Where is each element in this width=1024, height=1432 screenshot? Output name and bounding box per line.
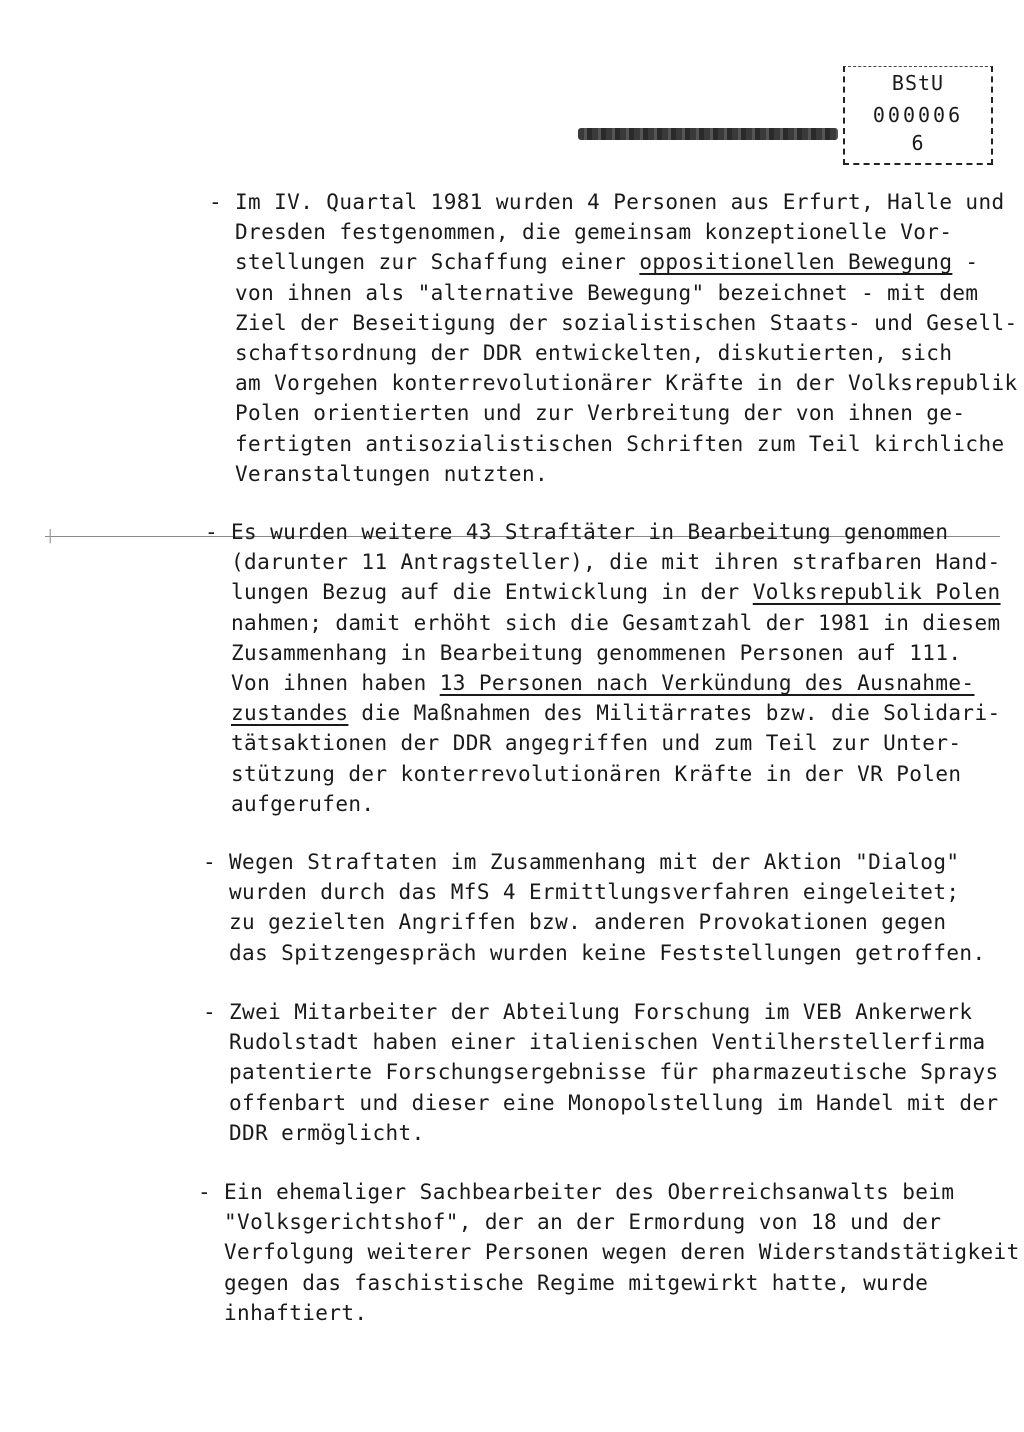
stamp-agency: BStU (891, 71, 945, 95)
bullet-dash: - (203, 1000, 217, 1024)
text-line: offenbart und dieser eine Monopolstellung im Handel mit der (229, 1090, 999, 1115)
text-line: zustandes die Maßnahmen des Militärrates bzw. die Solidari- (231, 701, 1001, 726)
underlined-phrase: 13 Personen nach Verkündung des Ausnahme- (439, 671, 975, 696)
scan-mark: | (46, 528, 55, 544)
text-line: stellungen zur Schaffung einer oppositionellen Bewegung - (235, 250, 979, 275)
text-line: aufgerufen. (231, 791, 375, 816)
bullet-dash: - (205, 520, 219, 544)
text-line: Von ihnen haben 13 Personen nach Verkündung des Ausnahme- (231, 671, 975, 696)
list-item (209, 187, 1018, 489)
text-line: Zwei Mitarbeiter der Abteilung Forschung im VEB Ankerwerk (229, 1000, 973, 1024)
stamp-number: 000006 (872, 103, 964, 127)
text-line: gegen das faschistische Regime mitgewirkt hatte, wurde (224, 1270, 929, 1295)
text-line: lungen Bezug auf die Entwicklung in der Volksrepublik Polen (231, 580, 1001, 605)
text-line: zu gezielten Angriffen bzw. anderen Provokationen gegen (229, 910, 947, 935)
text-line: Veranstaltungen nutzten. (235, 461, 549, 486)
text-line: stützung der konterrevolutionären Kräfte in der VR Polen (231, 761, 962, 786)
text-line: "Volksgerichtshof", der an der Ermordung von 18 und der (224, 1210, 942, 1235)
list-item (205, 517, 1001, 819)
redacted-reference (578, 128, 838, 140)
text-line: wurden durch das MfS 4 Ermittlungsverfahren eingeleitet; (229, 880, 960, 905)
text-line: tätsaktionen der DDR angegriffen und zum Teil zur Unter- (231, 731, 962, 756)
bullet-dash: - (198, 1180, 212, 1204)
underlined-phrase: oppositionellen Bewegung (639, 250, 953, 275)
text-line: Dresden festgenommen, die gemeinsam konzeptionelle Vor- (235, 220, 953, 245)
text-line: Zusammenhang in Bearbeitung genommenen Personen auf 111. (231, 640, 962, 665)
text-line: (darunter 11 Antragsteller), die mit ihren strafbaren Hand- (231, 550, 1001, 575)
page-number: 6 (911, 131, 925, 155)
underlined-phrase: zustandes (231, 701, 349, 726)
text-line: das Spitzengespräch wurden keine Feststellungen getroffen. (229, 940, 986, 965)
text-line: Es wurden weitere 43 Straftäter in Bearbeitung genommen (231, 520, 949, 544)
text-line: fertigten antisozialistischen Schriften zum Teil kirchliche (235, 431, 1005, 456)
list-item (203, 997, 999, 1148)
text-line: Rudolstadt haben einer italienischen Ventilherstellerfirma (229, 1030, 986, 1055)
archive-stamp (843, 66, 993, 165)
text-line: Wegen Straftaten im Zusammenhang mit der Aktion "Dialog" (229, 850, 960, 874)
text-line: nahmen; damit erhöht sich die Gesamtzahl der 1981 in diesem (231, 610, 1001, 635)
text-line: inhaftiert. (224, 1300, 368, 1325)
list-item (203, 847, 986, 968)
bullet-dash: - (203, 850, 217, 874)
text-line: am Vorgehen konterrevolutionärer Kräfte in der Volksrepublik (235, 371, 1018, 396)
text-line: Verfolgung weiterer Personen wegen deren Widerstandstätigkeit (224, 1240, 1020, 1265)
text-line: DDR ermöglicht. (229, 1120, 425, 1145)
text-line: Im IV. Quartal 1981 wurden 4 Personen aus Erfurt, Halle und (235, 190, 1005, 214)
text-line: Polen orientierten und zur Verbreitung der von ihnen ge- (235, 401, 966, 426)
list-item (198, 1177, 1020, 1328)
text-line: Ziel der Beseitigung der sozialistischen Staats- und Gesell- (235, 310, 1018, 335)
underlined-phrase: Volksrepublik Polen (752, 580, 1001, 605)
text-line: patentierte Forschungsergebnisse für pharmazeutische Sprays (229, 1060, 999, 1085)
bullet-dash: - (209, 190, 223, 214)
text-line: Ein ehemaliger Sachbearbeiter des Oberreichsanwalts beim (224, 1180, 955, 1204)
text-line: von ihnen als "alternative Bewegung" bezeichnet - mit dem (235, 280, 979, 305)
text-line: schaftsordnung der DDR entwickelten, diskutierten, sich (235, 341, 953, 366)
